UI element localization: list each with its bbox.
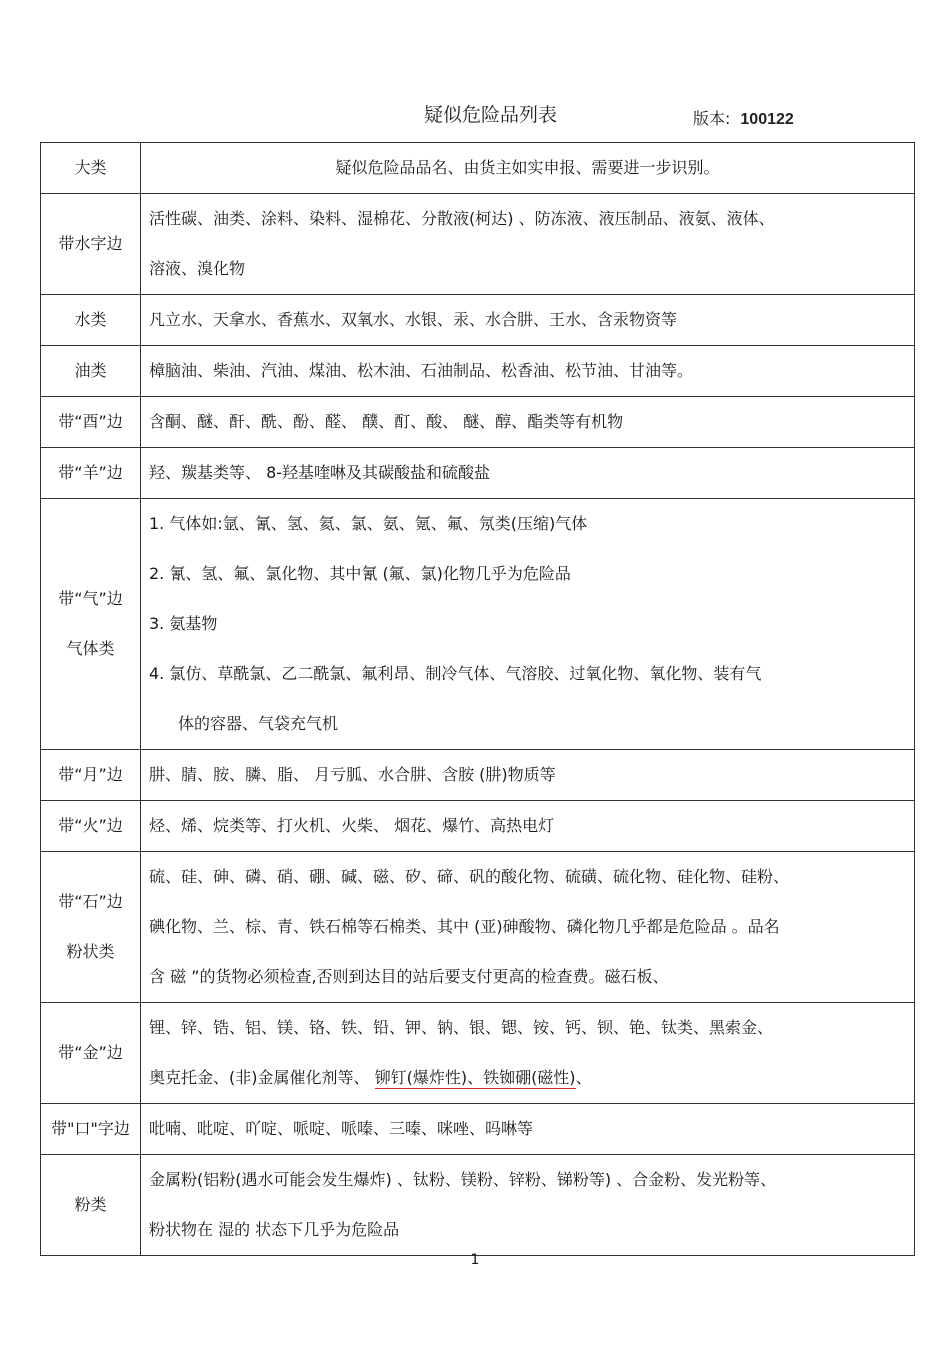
header-description: 疑似危险品品名、由货主如实申报、需要进一步识别。 [141,143,915,194]
table-row [41,1104,915,1155]
row-content: 1. 气体如:氩、氰、氢、氦、氯、氨、氪、氟、氖类(压缩)气体 2. 氰、氢、氟、氯化物、其中氰 (氟、氯)化物几乎为危险品 3. 氨基物 4. 氯仿、草酰氯、乙二酰氯、氟利昂、制冷气体、气溶胶、过氧化物、氧化物、装有气 体的容器、气袋充气机 [141,499,915,750]
row-category: 带“石”边 粉状类 [41,852,141,1003]
row-category: 带"口"字边 [41,1104,141,1155]
row-content: 活性碳、油类、涂料、染料、湿棉花、分散液(柯达) 、防冻液、液压制品、液氨、液体、 溶液、溴化物 [141,194,915,295]
row-content: 烃、烯、烷类等、打火机、火柴、 烟花、爆竹、高热电灯 [141,801,915,852]
row-category: 粉类 [41,1155,141,1256]
row-category: 带“月”边 [41,750,141,801]
row-content: 含酮、醚、酐、酰、酚、醛、 醭、酊、酸、 醚、醇、酯类等有机物 [141,397,915,448]
table-row [41,499,915,750]
header-category: 大类 [41,143,141,194]
row-category: 带“羊”边 [41,448,141,499]
row-content: 金属粉(铝粉(遇水可能会发生爆炸) 、钛粉、镁粉、锌粉、锑粉等) 、合金粉、发光粉等、 粉状物在 湿的 状态下几乎为危险品 [141,1155,915,1256]
dangerous-goods-table [40,142,915,1256]
row-category: 带“气”边 气体类 [41,499,141,750]
table-row [41,801,915,852]
table-row [41,295,915,346]
row-category: 油类 [41,346,141,397]
table-row [41,750,915,801]
row-category: 带“酉”边 [41,397,141,448]
row-category: 带水字边 [41,194,141,295]
table-row [41,852,915,1003]
row-content: 凡立水、天拿水、香蕉水、双氧水、水银、汞、水合肼、王水、含汞物资等 [141,295,915,346]
table-row [41,194,915,295]
page-number: 1 [470,1252,480,1268]
version-info [693,106,794,129]
document-title: 疑似危险品列表 [424,104,558,126]
table-row [41,1155,915,1256]
table-row [41,448,915,499]
table-row [41,1003,915,1104]
row-content: 肼、腈、胺、膦、脂、 月亏胍、水合肼、含胺 (肼)物质等 [141,750,915,801]
row-content: 锂、锌、锆、铝、镁、铬、铁、铅、钾、钠、银、锶、铵、钙、钡、铯、钛类、黑索金、 奥克托金、(非)金属催化剂等、 铆钉(爆炸性)、铁铷硼(磁性)、 [141,1003,915,1104]
table-row [41,397,915,448]
row-content: 樟脑油、柴油、汽油、煤油、松木油、石油制品、松香油、松节油、甘油等。 [141,346,915,397]
row-category: 带“火”边 [41,801,141,852]
version-number: 100122 [740,111,794,128]
row-content: 硫、硅、砷、磷、硝、硼、碱、磁、矽、碲、矾的酸化物、硫磺、硫化物、硅化物、硅粉、 碘化物、兰、棕、青、铁石棉等石棉类、其中 (亚)砷酸物、磷化物几乎都是危险品 。品名 含 磁 ”的货物必须检查,否则到达目的站后要支付更高的检查费。磁石板、 [141,852,915,1003]
row-content: 羟、羰基类等、 8-羟基喹啉及其碳酸盐和硫酸盐 [141,448,915,499]
underlined-text: 铆钉(爆炸性)、铁铷硼(磁性) [374,1068,576,1087]
row-category: 带“金”边 [41,1003,141,1104]
version-label: 版本: [693,109,731,128]
table-row [41,346,915,397]
row-category: 水类 [41,295,141,346]
row-content: 吡喃、吡啶、吖啶、哌啶、哌嗪、三嗪、咪唑、吗啉等 [141,1104,915,1155]
table-header-row [41,143,915,194]
